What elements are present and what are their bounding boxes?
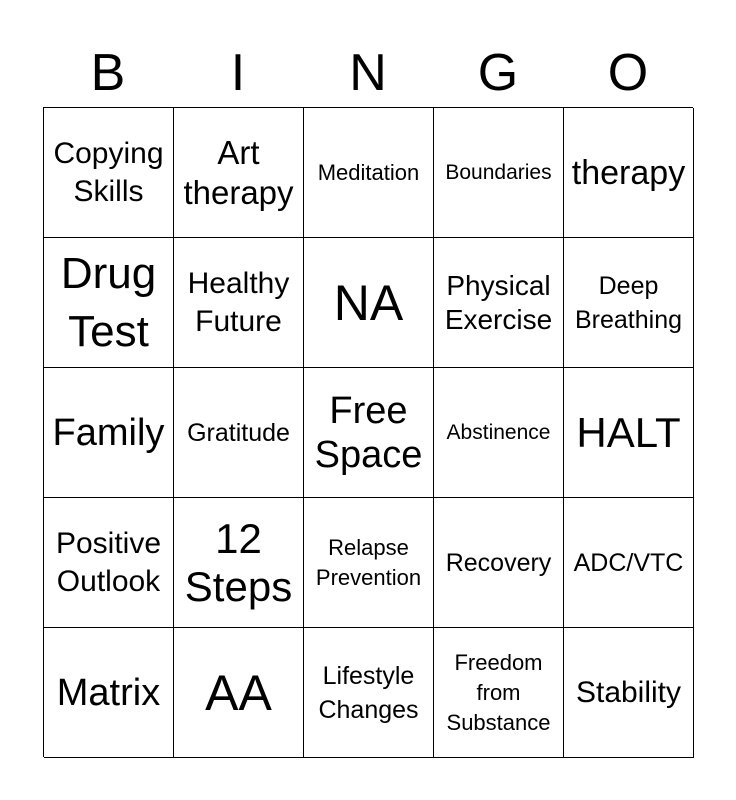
bingo-cell[interactable] <box>174 498 304 628</box>
cell-text: therapy <box>571 153 686 192</box>
bingo-header <box>43 40 693 106</box>
bingo-cell[interactable] <box>564 238 694 368</box>
bingo-cell[interactable] <box>304 498 434 628</box>
bingo-cell[interactable] <box>434 108 564 238</box>
cell-text: Matrix <box>56 671 161 714</box>
cell-text: Art therapy <box>183 133 294 211</box>
bingo-cell[interactable] <box>564 368 694 498</box>
bingo-cell[interactable] <box>174 628 304 758</box>
cell-text: Family <box>52 411 165 454</box>
bingo-cell[interactable] <box>434 368 564 498</box>
header-letter-g: G <box>477 44 519 102</box>
bingo-cell[interactable] <box>434 498 564 628</box>
cell-text: Drug Test <box>60 248 157 356</box>
cell-text: AA <box>205 664 272 721</box>
bingo-cell[interactable] <box>304 238 434 368</box>
bingo-cell[interactable] <box>434 628 564 758</box>
cell-text: Free Space <box>314 389 423 476</box>
bingo-cell[interactable] <box>564 628 694 758</box>
header-letter-o: O <box>607 44 649 102</box>
header-letter-i: I <box>230 44 246 102</box>
cell-text: 12 Steps <box>184 514 293 610</box>
cell-text: Relapse Prevention <box>315 534 422 590</box>
bingo-cell[interactable] <box>564 108 694 238</box>
cell-text: Lifestyle Changes <box>318 661 419 724</box>
cell-text: Physical Exercise <box>444 269 553 335</box>
bingo-cell[interactable] <box>44 498 174 628</box>
cell-text: Meditation <box>317 159 420 185</box>
cell-text: Freedom from Substance <box>446 649 551 735</box>
cell-text: Gratitude <box>187 418 290 447</box>
cell-text: Deep Breathing <box>574 271 683 334</box>
bingo-cell[interactable] <box>304 628 434 758</box>
bingo-cell[interactable] <box>44 368 174 498</box>
cell-text: Boundaries <box>445 160 552 184</box>
header-letter-b: B <box>90 44 126 102</box>
bingo-cell[interactable] <box>44 628 174 758</box>
bingo-cell[interactable] <box>564 498 694 628</box>
cell-text: Positive Outlook <box>55 526 162 598</box>
bingo-cell[interactable] <box>174 238 304 368</box>
cell-text: Recovery <box>445 548 552 577</box>
bingo-cell[interactable] <box>44 238 174 368</box>
bingo-cell[interactable] <box>304 108 434 238</box>
bingo-grid <box>43 107 693 757</box>
header-letter-n: N <box>349 44 387 102</box>
bingo-cell[interactable] <box>174 368 304 498</box>
cell-text: Stability <box>575 675 682 709</box>
cell-text: NA <box>333 274 404 331</box>
cell-text: HALT <box>576 408 681 456</box>
cell-text: Copying Skills <box>53 136 164 208</box>
bingo-cell[interactable] <box>304 368 434 498</box>
bingo-cell[interactable] <box>174 108 304 238</box>
cell-text: Abstinence <box>446 420 551 444</box>
cell-text: ADC/VTC <box>573 548 684 577</box>
bingo-cell[interactable] <box>434 238 564 368</box>
cell-text: Healthy Future <box>187 266 290 338</box>
bingo-cell[interactable] <box>44 108 174 238</box>
